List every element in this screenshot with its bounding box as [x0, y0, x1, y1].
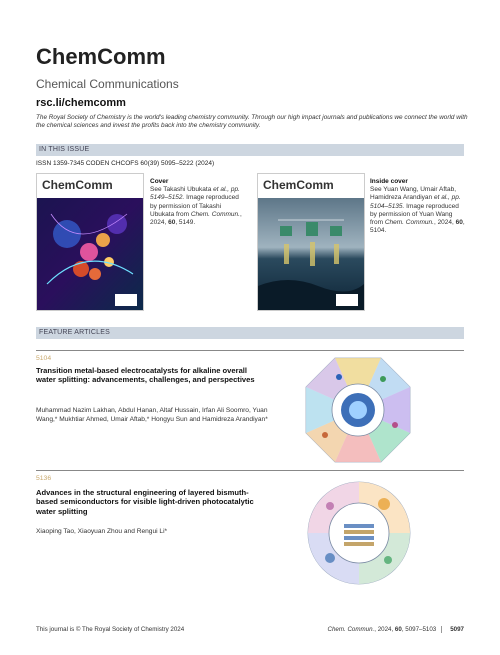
footer-pages: , 5097–5103 — [401, 626, 437, 633]
society-blurb: The Royal Society of Chemistry is the world's leading chemistry community. Through our high impact journals and publications we connect the world with the chemical sciences and invest the profits back into the chemistry community. — [36, 114, 468, 129]
cover-ref-line3: Image reproduced by permission of Takashi Ubukata from — [150, 194, 239, 218]
cover-year: 2024, — [150, 219, 169, 227]
issn-line: ISSN 1359-7345 CODEN CHCOFS 60(39) 5095–5222 (2024) — [36, 160, 215, 167]
footer-journal: Chem. Commun. — [327, 626, 375, 633]
cover-label: Cover — [150, 178, 169, 185]
feature-articles-bar: FEATURE ARTICLES — [36, 327, 464, 339]
cover-masthead — [37, 174, 143, 198]
article-divider — [36, 470, 464, 471]
inside-cover-year: 2024, — [437, 219, 456, 227]
article-title[interactable]: Transition metal-based electrocatalysts for alkaline overall water splitting: advancements, challenges, and perspectives — [36, 366, 255, 385]
journal-url[interactable]: rsc.li/chemcomm — [36, 97, 126, 109]
article-divider — [36, 350, 464, 351]
journal-brand: ChemComm — [36, 44, 166, 69]
footer-volume: 60 — [394, 626, 402, 633]
in-this-issue-bar: IN THIS ISSUE — [36, 144, 464, 156]
journal-subtitle: Chemical Communications — [36, 77, 179, 91]
article-page-number: 5104 — [36, 355, 52, 362]
article-graphical-abstract[interactable] — [306, 480, 412, 586]
inside-cover-label: Inside cover — [370, 178, 408, 185]
article-authors: Muhammad Nazim Lakhan, Abdul Hanan, Altaf Hussain, Irfan Ali Soomro, Yuan Wang,* Mukhtiar Ahmed, Umair Aftab,* Hongyu Sun and Hamidreza Arandiyan* — [36, 407, 268, 423]
article-authors: Xiaoping Tao, Xiaoyuan Zhou and Rengui Li* — [36, 528, 168, 535]
footer-year: , 2024, — [374, 626, 395, 633]
footer-copyright: This journal is © The Royal Society of Chemistry 2024 — [36, 626, 185, 633]
inside-cover-caption: Inside cover See Yuan Wang, Umair Aftab, Hamidreza Arandiyan et al., pp. 5104–5135. Image reproduced by permission of Yuan Wang from Chem. Commun., 2024, 60, 5104. — [370, 178, 465, 235]
footer-page-number: 5097 — [441, 626, 464, 633]
footer-citation — [328, 626, 465, 633]
cover-page: , 5149. — [175, 219, 196, 227]
cover-volume: 60 — [168, 219, 176, 227]
cover-ref-line2: et al., pp. 5149–5152. — [150, 186, 240, 202]
inside-cover-masthead — [258, 174, 364, 198]
inside-cover-ref-line1: See Yuan Wang, Umair Aftab, Hamidreza Arandiyan — [370, 186, 456, 202]
cover-caption: Cover See Takashi Ubukata et al., pp. 5149–5152. Image reproduced by permission of Takashi Ubukata from Chem. Commun., 2024, 60, 5149. — [150, 178, 246, 227]
inside-cover-ref-line2: et al., pp. 5104–5135. — [370, 194, 461, 210]
inside-cover-masthead-title: ChemComm — [263, 178, 334, 192]
inside-cover-image[interactable] — [257, 173, 365, 311]
cover-masthead-title: ChemComm — [42, 178, 113, 192]
article-graphical-abstract[interactable] — [303, 355, 413, 465]
article-title[interactable]: Advances in the structural engineering of layered bismuth-based semiconductors for visible light-driven photocatalytic water splitting — [36, 488, 254, 516]
cover-ref-line1: See Takashi Ubukata — [150, 186, 212, 194]
cover-journal: Chem. Commun. — [190, 210, 240, 218]
inside-cover-journal: Chem. Commun. — [384, 219, 434, 227]
inside-cover-volume: 60 — [455, 219, 463, 227]
inside-cover-page: , 5104. — [370, 219, 465, 235]
cover-image[interactable] — [36, 173, 144, 311]
inside-cover-ref-line3: Image reproduced by permission of Yuan Wang from — [370, 202, 459, 227]
article-page-number: 5136 — [36, 475, 52, 482]
